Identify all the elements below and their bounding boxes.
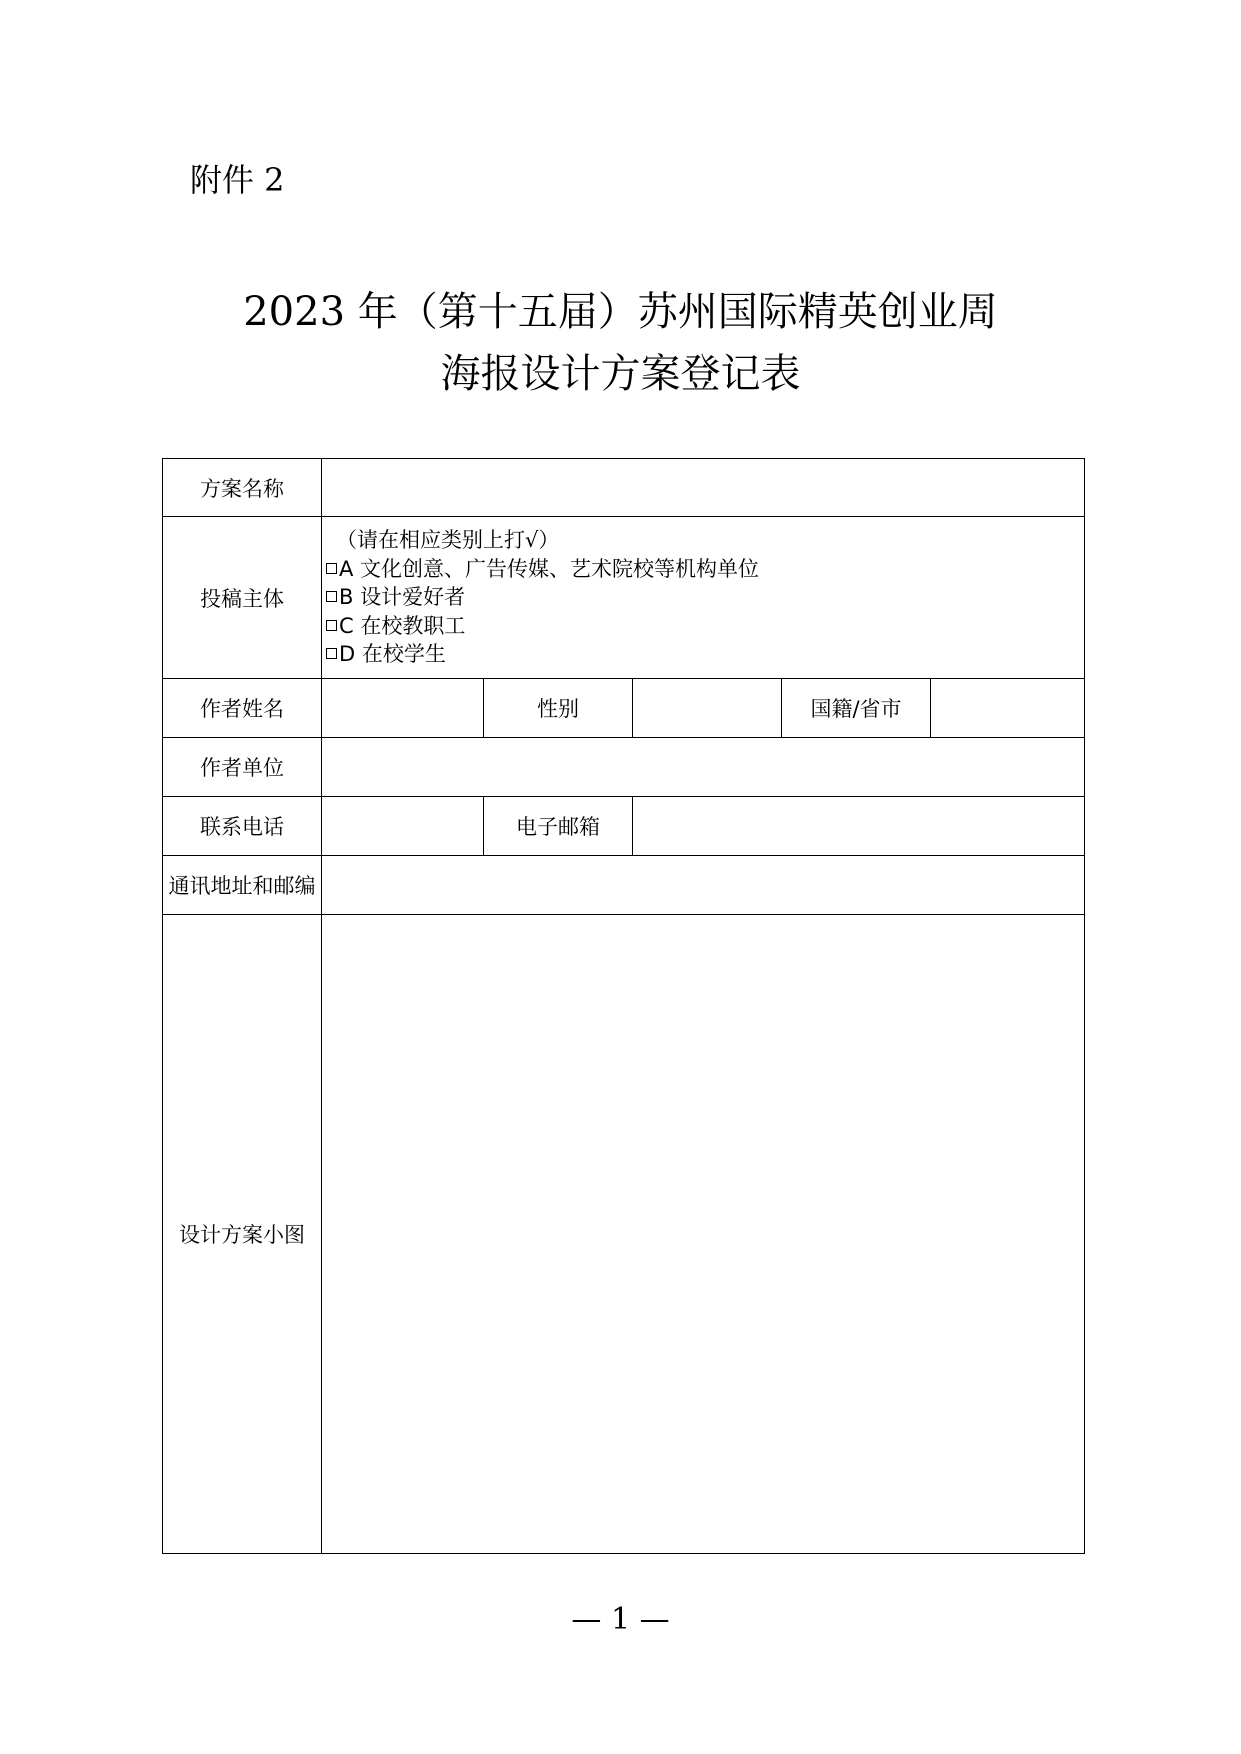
submitter-option-d[interactable] <box>326 640 1084 669</box>
attachment-label: 附件 2 <box>190 161 285 199</box>
checkbox-icon[interactable] <box>326 648 337 659</box>
scheme-name-label: 方案名称 <box>163 459 322 517</box>
address-label: 通讯地址和邮编 <box>163 856 322 915</box>
submitter-hint: （请在相应类别上打√） <box>336 528 560 553</box>
email-label: 电子邮箱 <box>484 797 633 856</box>
page-number: — 1 — <box>571 1602 670 1637</box>
thumbnail-label: 设计方案小图 <box>163 915 322 1554</box>
document-title-line2: 海报设计方案登记表 <box>440 351 801 397</box>
thumbnail-field[interactable] <box>322 915 1085 1554</box>
checkbox-icon[interactable] <box>326 620 337 631</box>
submitter-options <box>322 517 1085 679</box>
submitter-option-c[interactable] <box>326 612 1084 641</box>
submitter-label: 投稿主体 <box>163 517 322 679</box>
gender-label: 性别 <box>484 679 633 738</box>
nationality-label: 国籍/省市 <box>782 679 931 738</box>
row-contact <box>163 797 1085 856</box>
phone-field[interactable] <box>322 797 484 856</box>
document-title-line1: 2023 年（第十五届）苏州国际精英创业周 <box>243 289 998 335</box>
submitter-option-b-label: B 设计爱好者 <box>339 585 466 610</box>
row-submitter <box>163 517 1085 679</box>
gender-field[interactable] <box>633 679 782 738</box>
checkbox-icon[interactable] <box>326 591 337 602</box>
submitter-option-b[interactable] <box>326 583 1084 612</box>
phone-label: 联系电话 <box>163 797 322 856</box>
row-author <box>163 679 1085 738</box>
registration-form <box>162 458 1085 1554</box>
author-unit-field[interactable] <box>322 738 1085 797</box>
email-field[interactable] <box>633 797 1085 856</box>
author-name-label: 作者姓名 <box>163 679 322 738</box>
row-address <box>163 856 1085 915</box>
submitter-option-c-label: C 在校教职工 <box>339 613 466 638</box>
author-name-field[interactable] <box>322 679 484 738</box>
scheme-name-field[interactable] <box>322 459 1085 517</box>
author-unit-label: 作者单位 <box>163 738 322 797</box>
checkbox-icon[interactable] <box>326 563 337 574</box>
submitter-option-a[interactable] <box>326 555 1084 584</box>
row-author-unit <box>163 738 1085 797</box>
submitter-option-a-label: A 文化创意、广告传媒、艺术院校等机构单位 <box>339 556 760 581</box>
row-scheme-name <box>163 459 1085 517</box>
address-field[interactable] <box>322 856 1085 915</box>
row-thumbnail <box>163 915 1085 1554</box>
submitter-option-d-label: D 在校学生 <box>339 642 446 667</box>
nationality-field[interactable] <box>931 679 1085 738</box>
